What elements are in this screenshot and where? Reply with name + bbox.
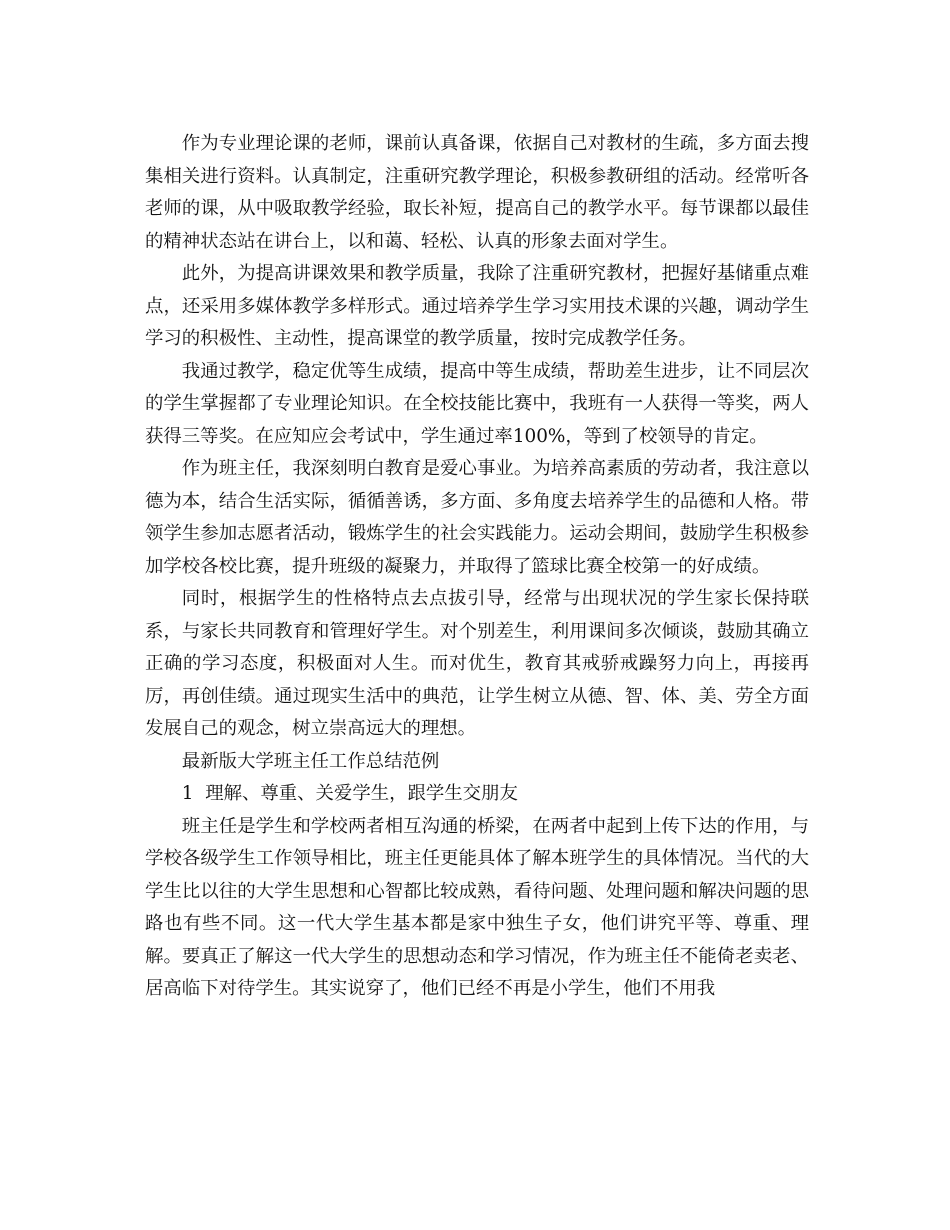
- paragraph-bridge-role: 班主任是学生和学校两者相互沟通的桥梁，在两者中起到上传下达的作用，与学校各级学生工作领导相比，班主任更能具体了解本班学生的具体情况。当代的大学生比以往的大学生思想和心智都比较成熟，看待问题、处理问题和解决问题的思路也有些不同。这一代大学生基本都是家中独生子女，他们讲究平等、尊重、理解。要真正了解这一代大学生的思想动态和学习情况，作为班主任不能倚老卖老、居高临下对待学生。其实说穿了，他们已经不再是小学生，他们不用我: [145, 815, 809, 999]
- section-heading-1: 1 理解、尊重、关爱学生，跟学生交朋友: [181, 783, 518, 804]
- paragraph-student-results: 我通过教学，稳定优等生成绩，提高中等生成绩，帮助差生进步，让不同层次的学生掌握都了专业理论知识。在全校技能比赛中，我班有一人获得一等奖，两人获得三等奖。在应知应会考试中，学生通过率100%，等到了校领导的肯定。: [145, 360, 809, 447]
- paragraph-teaching-preparation: 作为专业理论课的老师，课前认真备课，依据自己对教材的生疏，多方面去搜集相关进行资料。认真制定，注重研究教学理论，积极参教研组的活动。经常听各老师的课，从中吸取教学经验，取长补短，提高自己的教学水平。每节课都以最佳的精神状态站在讲台上，以和蔼、轻松、认真的形象去面对学生。: [145, 133, 809, 252]
- section-title: 最新版大学班主任工作总结范例: [181, 750, 440, 772]
- paragraph-class-teacher-role: 作为班主任，我深刻明白教育是爱心事业。为培养高素质的劳动者，我注意以德为本，结合生活实际，循循善诱，多方面、多角度去培养学生的品德和人格。带领学生参加志愿者活动，锻炼学生的社会实践能力。运动会期间，鼓励学生积极参加学校各校比赛，提升班级的凝聚力，并取得了篮球比赛全校第一的好成绩。: [145, 458, 809, 577]
- document-body: [145, 128, 809, 1006]
- paragraph-teaching-quality: 此外，为提高讲课效果和教学质量，我除了注重研究教材，把握好基储重点难点，还采用多媒体教学多样形式。通过培养学生学习实用技术课的兴趣，调动学生学习的积极性、主动性，提高课堂的教学质量，按时完成教学任务。: [145, 263, 809, 349]
- paragraph-student-guidance: 同时，根据学生的性格特点去点拔引导，经常与出现状况的学生家长保持联系，与家长共同教育和管理好学生。对个别差生，利用课间多次倾谈，鼓励其确立正确的学习态度，积极面对人生。而对优生，教育其戒骄戒躁努力向上，再接再厉，再创佳绩。通过现实生活中的典范，让学生树立从德、智、体、美、劳全方面发展自己的观念，树立崇高远大的理想。: [145, 588, 809, 739]
